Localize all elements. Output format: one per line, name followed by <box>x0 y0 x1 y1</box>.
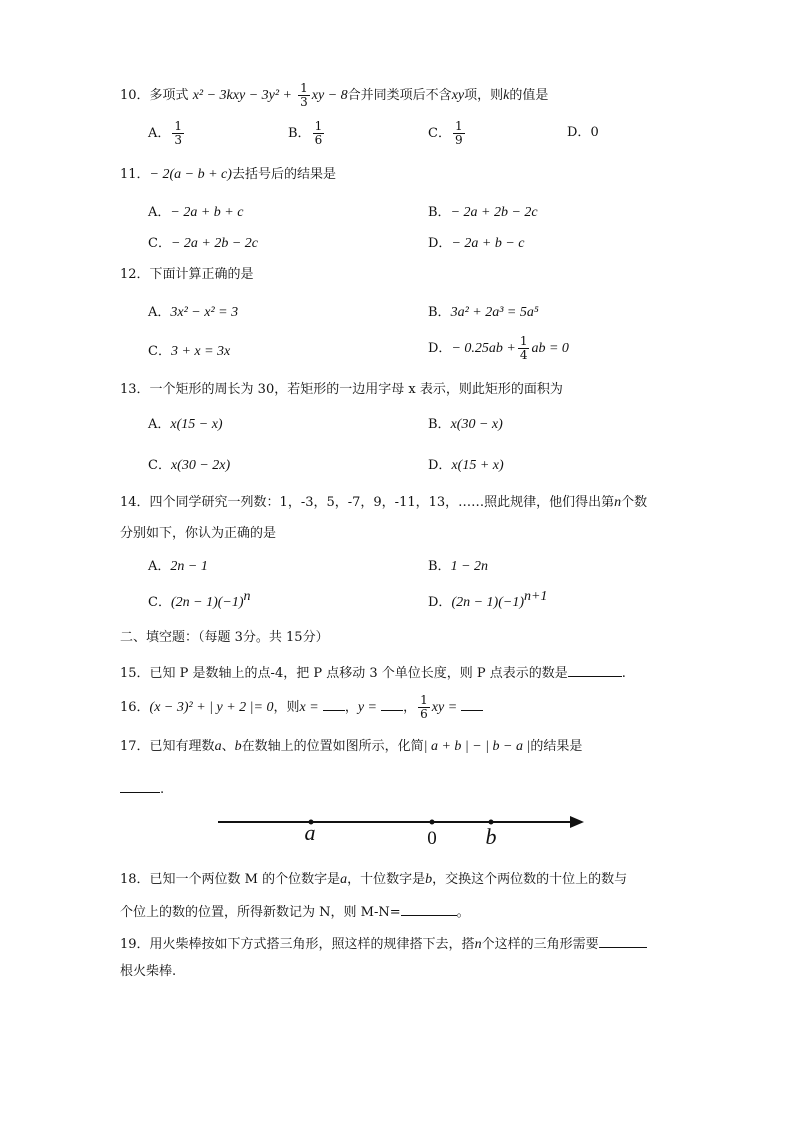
question-17-line-2 <box>120 778 164 799</box>
option-c <box>148 457 230 475</box>
answer-blank[interactable] <box>120 778 160 793</box>
question-text: ，则 <box>273 700 300 715</box>
option-d <box>428 589 548 612</box>
answer-blank-xy[interactable] <box>461 696 483 711</box>
option-b <box>428 416 503 434</box>
fraction-denominator: 9 <box>454 133 463 147</box>
math-expression: − 2(a − b + c) <box>149 167 232 182</box>
option-label: C． <box>148 458 171 473</box>
fraction <box>518 335 530 362</box>
fraction-numerator: 1 <box>174 119 183 133</box>
number-line <box>210 806 600 852</box>
fraction-numerator: 1 <box>314 119 323 133</box>
question-text: 个位上的数的位置，所得新数记为 N，则 M-N= <box>120 905 401 920</box>
question-text: 根火柴棒. <box>120 964 177 979</box>
option-a <box>148 304 238 322</box>
question-text: ，十位数字是 <box>347 872 426 887</box>
question-18-line-2 <box>120 901 470 922</box>
math-expression: x(15 − x) <box>170 417 223 432</box>
math-expression: ab = 0 <box>531 341 569 356</box>
math-variable: a <box>340 872 348 887</box>
option-b <box>428 204 538 222</box>
math-expression: 3a² + 2a³ = 5a⁵ <box>450 305 539 320</box>
question-19 <box>120 933 647 954</box>
option-label: A． <box>148 126 171 141</box>
fraction <box>453 120 465 147</box>
question-text: 的值是 <box>509 88 549 103</box>
option-label: D． <box>428 236 452 251</box>
fraction-denominator: 4 <box>519 348 528 362</box>
label-zero: 0 <box>427 828 437 849</box>
option-label: D． <box>428 341 452 356</box>
answer-blank-y[interactable] <box>381 696 403 711</box>
option-d <box>567 124 599 142</box>
section-heading <box>120 629 329 647</box>
answer-blank[interactable] <box>568 662 622 677</box>
question-text: . <box>621 666 626 681</box>
question-text: 的结果是 <box>530 739 583 754</box>
question-number: 17． <box>120 739 150 754</box>
question-number: 14． <box>120 495 150 510</box>
math-expression: − 2a + 2b − 2c <box>170 236 259 251</box>
option-c <box>148 589 251 612</box>
option-label: B． <box>288 126 311 141</box>
option-label: B． <box>428 559 451 574</box>
math-variable: a <box>214 739 222 754</box>
question-number: 11． <box>120 167 150 182</box>
question-16 <box>120 694 483 721</box>
math-expression: x(30 − 2x) <box>170 458 231 473</box>
math-expression: − 2a + b − c <box>451 236 525 251</box>
section-title: 二、填空题：（每题 3分。共 15分） <box>120 630 329 645</box>
fraction-numerator: 1 <box>420 693 428 707</box>
option-c <box>148 235 258 253</box>
question-number: 15． <box>120 666 150 681</box>
question-15 <box>120 662 626 683</box>
option-label: A． <box>148 205 171 220</box>
question-text: 已知一个两位数 M 的个位数字是 <box>149 872 341 887</box>
option-a <box>148 120 186 147</box>
label-a: a <box>304 820 316 845</box>
question-text: 合并同类项后不含 <box>347 88 452 103</box>
question-text: 用火柴棒按如下方式搭三角形，照这样的规律搭下去，搭 <box>149 937 475 952</box>
option-label: D． <box>428 595 452 610</box>
question-text: 多项式 <box>149 88 189 103</box>
question-number: 13． <box>120 382 150 397</box>
math-expression: x² − 3kxy − 3y² + <box>192 88 293 103</box>
question-text: 项，则 <box>464 88 504 103</box>
label-b: b <box>485 824 497 849</box>
fraction-denominator: 3 <box>174 133 183 147</box>
fraction <box>418 694 430 721</box>
question-text: ， <box>344 700 358 715</box>
option-label: A． <box>148 417 171 432</box>
question-text: 下面计算正确的是 <box>149 267 254 282</box>
option-c <box>148 343 230 361</box>
option-label: A． <box>148 305 171 320</box>
fraction-numerator: 1 <box>454 119 463 133</box>
question-11 <box>120 166 336 184</box>
option-value: 0 <box>590 125 599 140</box>
math-expression: | a + b | − | b − a | <box>423 739 531 754</box>
question-number: 10． <box>120 88 150 103</box>
option-label: D． <box>567 125 591 140</box>
point-zero <box>430 820 435 825</box>
question-18 <box>120 871 627 889</box>
math-expression: (2n − 1)(−1) <box>451 595 524 610</box>
question-text: 。 <box>456 905 470 920</box>
fraction <box>298 82 310 109</box>
option-label: A． <box>148 559 171 574</box>
option-label: C． <box>428 126 451 141</box>
question-text: ，交换这个两位数的十位上的数与 <box>432 872 628 887</box>
math-expression: xy − 8 <box>311 88 348 103</box>
math-expression: xy = <box>431 700 458 715</box>
math-expression: (x − 3)² + | y + 2 |= 0 <box>149 700 274 715</box>
math-expression: y = <box>357 700 377 715</box>
fraction-denominator: 6 <box>420 707 428 721</box>
fraction-numerator: 1 <box>300 81 308 95</box>
math-variable: n <box>614 495 622 510</box>
question-text: 四个同学研究一列数：1，-3，5，-7，9，-11，13，……照此规律，他们得出第 <box>149 495 615 510</box>
fraction-denominator: 3 <box>300 95 308 109</box>
question-12 <box>120 266 254 284</box>
question-text: 已知 P 是数轴上的点-4，把 P 点移动 3 个单位长度，则 P 点表示的数是 <box>149 666 568 681</box>
answer-blank[interactable] <box>599 933 647 948</box>
math-exponent: n <box>243 589 251 604</box>
option-b <box>428 304 539 322</box>
question-number: 12． <box>120 267 150 282</box>
option-b <box>428 558 488 576</box>
fraction <box>313 120 325 147</box>
option-label: D． <box>428 458 452 473</box>
math-expression: − 2a + b + c <box>170 205 244 220</box>
math-expression: 3x² − x² = 3 <box>170 305 239 320</box>
fraction-numerator: 1 <box>519 334 528 348</box>
math-variable: k <box>503 88 510 103</box>
question-13 <box>120 381 563 399</box>
option-label: C． <box>148 236 171 251</box>
math-expression: x = <box>299 700 319 715</box>
math-expression: 1 − 2n <box>450 559 489 574</box>
answer-blank-x[interactable] <box>323 696 345 711</box>
math-exponent: n+1 <box>523 589 548 604</box>
option-a <box>148 558 208 576</box>
question-text: 个这样的三角形需要 <box>481 937 599 952</box>
option-label: C． <box>148 344 171 359</box>
math-expression: x(30 − x) <box>450 417 503 432</box>
question-text: 已知有理数 <box>149 739 215 754</box>
option-label: B． <box>428 305 451 320</box>
option-a <box>148 204 243 222</box>
option-c <box>428 120 467 147</box>
question-14 <box>120 494 647 512</box>
question-text: ， <box>403 700 417 715</box>
math-expression: x(15 + x) <box>451 458 504 473</box>
question-text: 一个矩形的周长为 30，若矩形的一边用字母 x 表示，则此矩形的面积为 <box>149 382 563 397</box>
option-label: B． <box>428 205 451 220</box>
option-d <box>428 235 525 253</box>
option-label: B． <box>428 417 451 432</box>
question-10 <box>120 82 548 109</box>
question-19-line-2 <box>120 963 176 981</box>
math-expression: 2n − 1 <box>170 559 208 574</box>
math-variable: xy <box>451 88 465 103</box>
math-variable: n <box>474 937 482 952</box>
question-text: 个数 <box>621 495 648 510</box>
question-14-line-2 <box>120 525 276 543</box>
question-17 <box>120 738 582 756</box>
fraction <box>172 120 184 147</box>
fraction-denominator: 6 <box>314 133 323 147</box>
math-variable: b <box>425 872 433 887</box>
math-expression: − 2a + 2b − 2c <box>450 205 538 220</box>
math-expression: 3 + x = 3x <box>170 344 231 359</box>
option-d <box>428 335 569 362</box>
math-variable: b <box>234 739 242 754</box>
math-expression: − 0.25ab + <box>451 341 516 356</box>
option-label: C． <box>148 595 171 610</box>
math-expression: (2n − 1)(−1) <box>170 595 244 610</box>
question-number: 16． <box>120 700 150 715</box>
arrow-head <box>570 816 584 828</box>
option-d <box>428 457 504 475</box>
question-text: 在数轴上的位置如图所示，化简 <box>241 739 424 754</box>
answer-blank[interactable] <box>401 901 457 916</box>
question-text: 、 <box>221 739 235 754</box>
question-number: 19． <box>120 937 150 952</box>
question-text: 去括号后的结果是 <box>231 167 336 182</box>
option-a <box>148 416 223 434</box>
option-b <box>288 120 326 147</box>
question-number: 18． <box>120 872 150 887</box>
question-text: . <box>160 782 165 797</box>
question-text: 分别如下，你认为正确的是 <box>120 526 277 541</box>
